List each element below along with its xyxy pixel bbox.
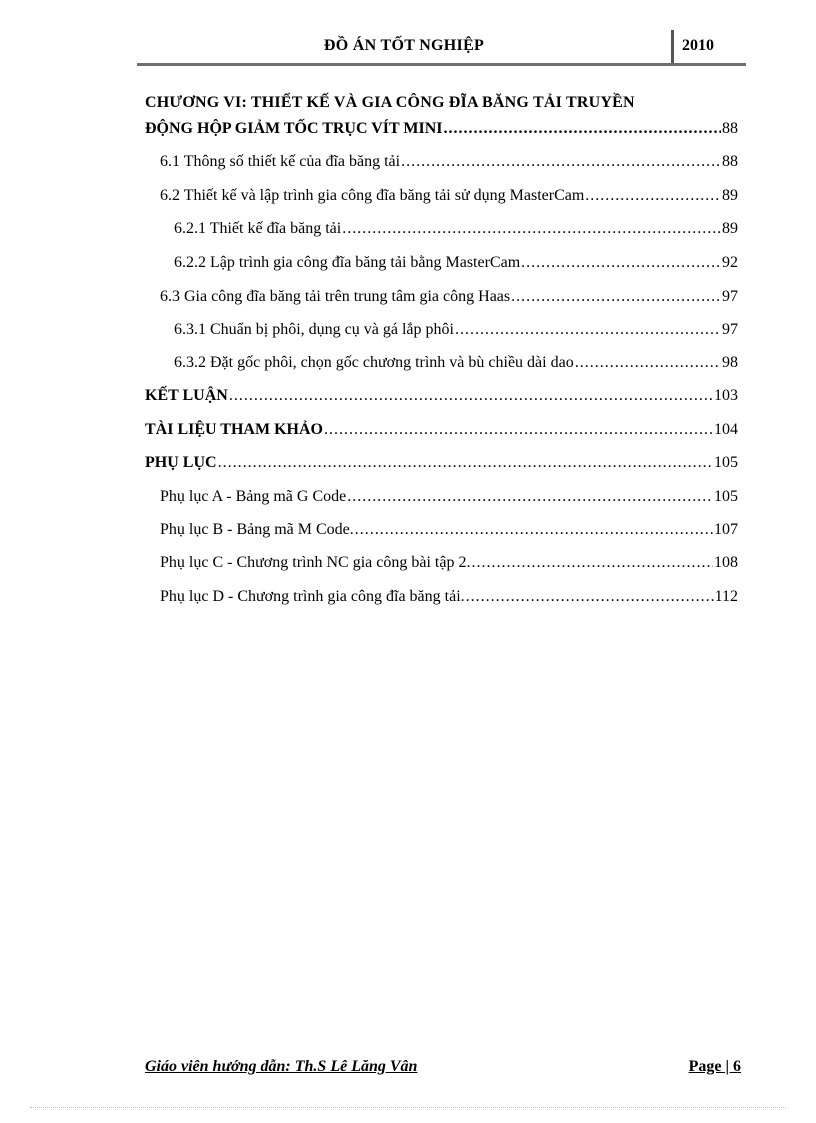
- dot-leader: [347, 486, 713, 508]
- advisor-name: Giáo viên hướng dẫn: Th.S Lê Lăng Vân: [145, 1058, 418, 1075]
- page-header: [137, 30, 746, 66]
- toc-entry-page: 103: [714, 387, 738, 404]
- header-year: 2010: [682, 37, 714, 54]
- toc-entry[interactable]: [160, 185, 738, 207]
- toc-entry[interactable]: [160, 586, 738, 608]
- toc-entry-label: Phụ lục C - Chương trình NC gia công bài tập 2.: [160, 554, 471, 571]
- toc-entry-page: 97: [722, 288, 738, 305]
- toc-entry[interactable]: [174, 252, 738, 274]
- toc-entry-page: 98: [722, 354, 738, 371]
- toc-entry-label: 6.3.2 Đặt gốc phôi, chọn gốc chương trình và bù chiều dài dao: [174, 354, 574, 371]
- page-bottom-border: [30, 1107, 786, 1110]
- toc-entry-page: 104: [714, 421, 738, 438]
- dot-leader: [218, 452, 713, 474]
- header-rule: [137, 63, 746, 66]
- dot-leader: [521, 252, 721, 274]
- toc-entry-page: 97: [722, 321, 738, 338]
- dot-leader: [342, 218, 721, 240]
- toc-entry-appendix[interactable]: [145, 452, 738, 474]
- toc-entry-label: KẾT LUẬN: [145, 387, 228, 404]
- toc-entry-label: 6.2.1 Thiết kế đĩa băng tải: [174, 220, 342, 237]
- dot-leader: [355, 519, 713, 541]
- toc-entry-page: 108: [714, 554, 738, 571]
- toc-entry-references[interactable]: [145, 419, 738, 441]
- toc-entry-conclusion[interactable]: [145, 385, 738, 407]
- toc-entry[interactable]: [160, 519, 738, 541]
- toc-entry[interactable]: [174, 319, 738, 341]
- toc-entry-label: 6.3.1 Chuẩn bị phôi, dụng cụ và gá lắp phôi: [174, 321, 454, 338]
- dot-leader: [471, 552, 713, 574]
- document-title: ĐỒ ÁN TỐT NGHIỆP: [323, 37, 485, 54]
- dot-leader: [229, 385, 713, 407]
- page-number: Page | 6: [688, 1058, 741, 1075]
- toc-entry-label: 6.2.2 Lập trình gia công đĩa băng tải bằng MasterCam: [174, 254, 521, 271]
- toc-entry[interactable]: [174, 218, 738, 240]
- toc-entry-page: 92: [722, 254, 738, 271]
- toc-entry[interactable]: [160, 286, 738, 308]
- toc-entry-page: 105: [714, 454, 738, 471]
- toc-entry-page: 88: [722, 153, 738, 170]
- toc-entry[interactable]: [160, 486, 738, 508]
- toc-entry-page: 112: [714, 588, 738, 605]
- toc-entry-page: 89: [722, 220, 738, 237]
- dot-leader: [585, 185, 721, 207]
- dot-leader: [466, 586, 714, 608]
- toc-entry[interactable]: [160, 151, 738, 173]
- toc-entry-label: 6.2 Thiết kế và lập trình gia công đĩa băng tải sử dụng MasterCam: [160, 187, 585, 204]
- toc-entry[interactable]: [174, 352, 738, 374]
- toc-entry-chapter6[interactable]: [145, 118, 738, 140]
- toc-chapter6-title-line1: CHƯƠNG VI: THIẾT KẾ VÀ GIA CÔNG ĐĨA BĂNG TẢI TRUYỀN: [145, 94, 635, 111]
- toc-entry-label: Phụ lục B - Bảng mã M Code.: [160, 521, 354, 538]
- toc-entry-page: 89: [722, 187, 738, 204]
- toc-entry[interactable]: [160, 552, 738, 574]
- toc-entry-page: 107: [714, 521, 738, 538]
- header-divider: [671, 30, 674, 63]
- toc-entry-label: Phụ lục D - Chương trình gia công đĩa băng tải.: [160, 588, 465, 605]
- toc-entry-label: 6.3 Gia công đĩa băng tải trên trung tâm gia công Haas: [160, 288, 511, 305]
- dot-leader: [455, 319, 721, 341]
- toc-entry-page: 105: [714, 488, 738, 505]
- toc-entry-label: ĐỘNG HỘP GIẢM TỐC TRỤC VÍT MINI: [145, 120, 443, 137]
- page-footer: [145, 1058, 741, 1082]
- toc-entry-label: PHỤ LỤC: [145, 454, 217, 471]
- dot-leader: [575, 352, 721, 374]
- dot-leader: [401, 151, 721, 173]
- dot-leader: [444, 118, 721, 140]
- toc-entry-page: 88: [722, 120, 738, 137]
- dot-leader: [324, 419, 713, 441]
- toc-entry-label: Phụ lục A - Bảng mã G Code: [160, 488, 347, 505]
- toc-entry-label: TÀI LIỆU THAM KHẢO: [145, 421, 323, 438]
- dot-leader: [511, 286, 721, 308]
- toc-entry-label: 6.1 Thông số thiết kế của đĩa băng tải: [160, 153, 401, 170]
